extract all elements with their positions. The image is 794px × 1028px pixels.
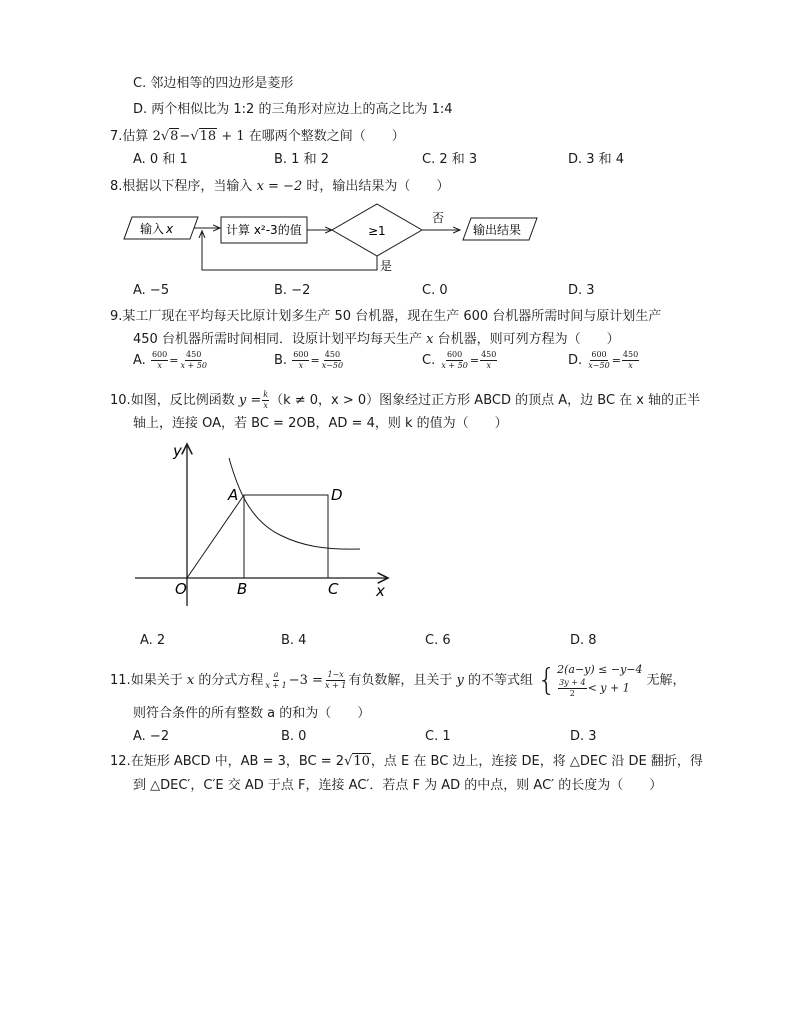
- q9-option-c: C. $\frac{600}{x + 50}$ = $\frac{450}{x}$: [422, 350, 497, 370]
- q9-stem-line1: 9.某工厂现在平均每天比原计划多生产 50 台机器，现在生产 600 台机器所需时间与原计划生产: [110, 309, 662, 324]
- q7-option-d: D. 3 和 4: [568, 152, 625, 167]
- q10-option-d: D. 8: [570, 633, 597, 648]
- flow-calc-label: 计算 x²-3的值: [226, 223, 302, 237]
- q11-option-a: A. −2: [133, 729, 170, 744]
- q7-stem: 7.估算 2√8−√18 + 1 在哪两个整数之间（ ）: [110, 129, 405, 144]
- q7-option-b: B. 1 和 2: [274, 152, 329, 167]
- q7-option-a: A. 0 和 1: [133, 152, 188, 167]
- q10-graph: [130, 438, 400, 608]
- label-x: x: [376, 582, 385, 600]
- label-c: C: [328, 580, 339, 598]
- q11-stem-line2: 则符合条件的所有整数 a 的和为（ ）: [133, 706, 371, 721]
- flow-no-label: 否: [432, 211, 445, 225]
- q7-option-c: C. 2 和 3: [422, 152, 478, 167]
- q9-option-a: A. $\frac{600}{x}$ = $\frac{450}{x + 50}$: [133, 350, 207, 370]
- q8-option-c: C. 0: [422, 283, 448, 298]
- q10-stem-line1: 10.如图，反比例函数 y = $\frac{k}{x}$ （k ≠ 0，x > 0）图象经过正方形 ABCD 的顶点 A，边 BC 在 x 轴的正半: [110, 390, 701, 410]
- q10-stem-line2: 轴上，连接 OA，若 BC = 2OB，AD = 4，则 k 的值为（ ）: [133, 416, 508, 431]
- q10-option-c: C. 6: [425, 633, 451, 648]
- q8-option-d: D. 3: [568, 283, 595, 298]
- q11-option-b: B. 0: [281, 729, 307, 744]
- flow-input-var: x: [166, 222, 174, 236]
- q11-stem-line1: 11.如果关于 x 的分式方程 $\frac{a}{x + 1}$ −3 = $\frac{1-x}{x + 1}$ 有负数解，且关于 y 的不等式组 { 2(a−y) ≤ −y−4 $\frac{3y + 4}{2}$ < y + 1 无解，: [110, 662, 686, 698]
- q6-option-d: D. 两个相似比为 1:2 的三角形对应边上的高之比为 1:4: [133, 102, 453, 117]
- q8-stem: 8.根据以下程序，当输入 x = −2 时，输出结果为（ ）: [110, 179, 450, 194]
- flow-condition-label: ≥1: [368, 224, 386, 238]
- q11-option-d: D. 3: [570, 729, 597, 744]
- q10-option-a: A. 2: [140, 633, 166, 648]
- label-a: A: [228, 486, 239, 504]
- q6-option-c: C. 邻边相等的四边形是菱形: [133, 76, 294, 91]
- label-y: y: [173, 442, 182, 460]
- q9-stem-line2: 450 台机器所需时间相同．设原计划平均每天生产 x 台机器，则可列方程为（ ）: [133, 332, 620, 347]
- q10-option-b: B. 4: [281, 633, 307, 648]
- q8-option-b: B. −2: [274, 283, 311, 298]
- q11-option-c: C. 1: [425, 729, 451, 744]
- flow-yes-label: 是: [380, 259, 393, 273]
- label-d: D: [331, 486, 343, 504]
- flow-input-label: 输入: [140, 222, 165, 236]
- q12-stem-line2: 到 △DEC′，C′E 交 AD 于点 F，连接 AC′．若点 F 为 AD 的中点，则 AC′ 的长度为（ ）: [133, 778, 663, 793]
- q9-option-d: D. $\frac{600}{x-50}$ = $\frac{450}{x}$: [568, 350, 639, 370]
- flow-output-label: 输出结果: [473, 223, 522, 237]
- inequality-system: { 2(a−y) ≤ −y−4 $\frac{3y + 4}{2}$ < y + 1: [537, 662, 643, 698]
- q12-stem-line1: 12.在矩形 ABCD 中，AB = 3，BC = 2√10，点 E 在 BC 边上，连接 DE，将 △DEC 沿 DE 翻折，得: [110, 754, 703, 769]
- label-b: B: [237, 580, 248, 598]
- segment-oa: [187, 495, 244, 578]
- square-abcd: [244, 495, 328, 578]
- q9-option-b: B. $\frac{600}{x}$ = $\frac{450}{x-50}$: [274, 350, 344, 370]
- label-o: O: [175, 580, 187, 598]
- q8-option-a: A. −5: [133, 283, 170, 298]
- flowchart: [120, 200, 550, 280]
